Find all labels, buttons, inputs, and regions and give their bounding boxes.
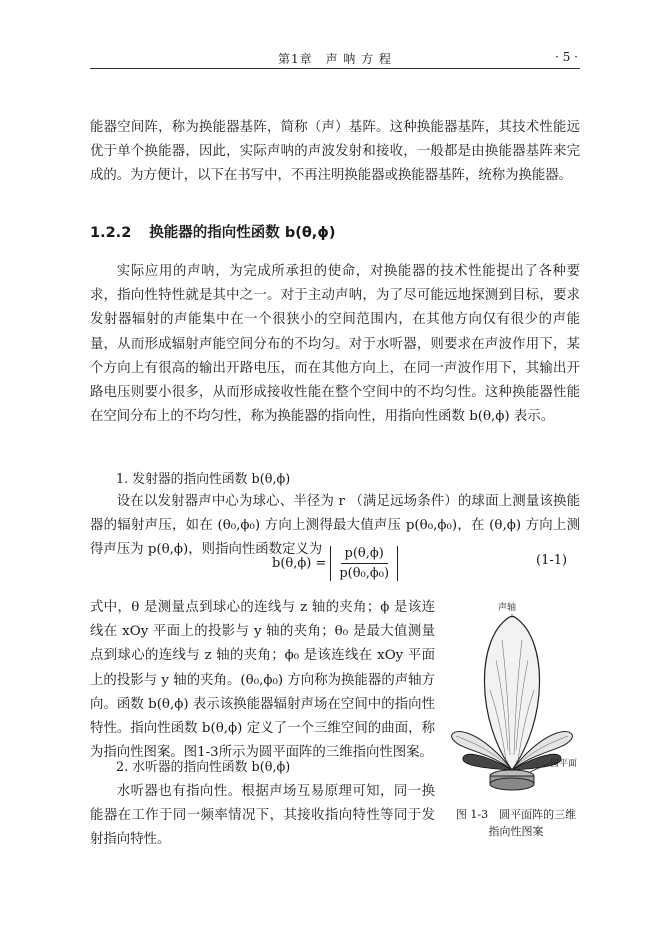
caption-line-1: 图 1-3 圆平面阵的三维 [455, 808, 577, 821]
caption-line-2: 指向性图案 [488, 825, 544, 838]
paragraph-variables: 式中，θ 是测量点到球心的连线与 z 轴的夹角；ϕ 是该连线在 xOy 平面上的投影与 y 轴的夹角；θ₀ 是最大值测量点到球心的连线与 z 轴的夹角；ϕ₀ 是该连线在 xOy 平面上的投影与 y 轴的夹角。(θ₀,ϕ₀) 方向称为换能器的声轴方向。函数 b(θ,ϕ) 表示该换能器辐射声场在空间中的指向性特性。指向性函数 b(θ,ϕ) 定义了一个三维空间的曲面，称为指向性图案。图1-3所示为圆平面阵的三维指向性图案。 [90, 600, 435, 761]
page-number: · 5 · [555, 50, 578, 64]
formula-1-1 [272, 540, 398, 586]
paragraph-hydrophone: 水听器也有指向性。根据声场互易原理可知，同一换能器在工作于同一频率情况下，其接收指向特性等同于发射指向特性。 [90, 784, 435, 848]
formula-denominator: p(θ₀,ϕ₀) [339, 565, 390, 581]
formula-abs-fraction [330, 546, 398, 581]
equation-number: (1-1) [536, 553, 568, 568]
paragraph-definition: 设在以发射器声中心为球心、半径为 r （满足远场条件）的球面上测量该换能器的辐射声压，如在 (θ₀,ϕ₀) 方向上测得最大值声压 p(θ₀,ϕ₀)，在 (θ,ϕ) 方向上测得声压为 p(θ,ϕ)，则指向性函数定义为 [90, 494, 580, 558]
figure-label-plane: 圆平面 [550, 759, 578, 769]
directivity-pattern-illustration [446, 600, 580, 800]
chapter-title: 第1章 声 呐 方 程 [277, 52, 393, 66]
header-rule [90, 68, 580, 69]
formula-numerator: p(θ,ϕ) [341, 546, 388, 564]
directivity-figure [446, 600, 580, 800]
running-header [90, 46, 580, 68]
figure-caption [446, 806, 586, 840]
intro-paragraph: 能器空间阵，称为换能器基阵，简称（声）基阵。这种换能器基阵，其技术性能远优于单个换能器，因此，实际声呐的声波发射和接收，一般都是由换能器基阵来完成的。为方便计，以下在书写中，不再注明换能器或换能器基阵，统称为换能器。 [90, 120, 580, 184]
subsection-hydrophone: 2. 水听器的指向性函数 b(θ,ϕ) [116, 760, 291, 775]
section-number: 1.2.2 [90, 225, 132, 241]
subsection-transmitter: 1. 发射器的指向性函数 b(θ,ϕ) [116, 472, 291, 487]
paragraph-directivity: 实际应用的声呐，为完成所承担的使命，对换能器的技术性能提出了各种要求，指向性特性就是其中之一。对于主动声呐，为了尽可能远地探测到目标，要求发射器辐射的声能集中在一个很狭小的空间范围内，在其他方向仅有很少的声能量，从而形成辐射声能空间分布的不均匀。对于水听器，则要求在声波作用下，某个方向上有很高的输出开路电压，而在其他方向上，在同一声波作用下，其输出开路电压则要小很多，从而形成接收性能在整个空间中的不均匀性。这种换能器性能在空间分布上的不均匀性，称为换能器的指向性，用指向性函数 b(θ,ϕ) 表示。 [90, 264, 580, 425]
figure-label-axis: 声轴 [498, 603, 517, 613]
section-heading [90, 221, 580, 242]
formula-lhs: b(θ,ϕ) = [272, 555, 327, 571]
section-title-text: 换能器的指向性函数 b(θ,ϕ) [149, 225, 336, 241]
